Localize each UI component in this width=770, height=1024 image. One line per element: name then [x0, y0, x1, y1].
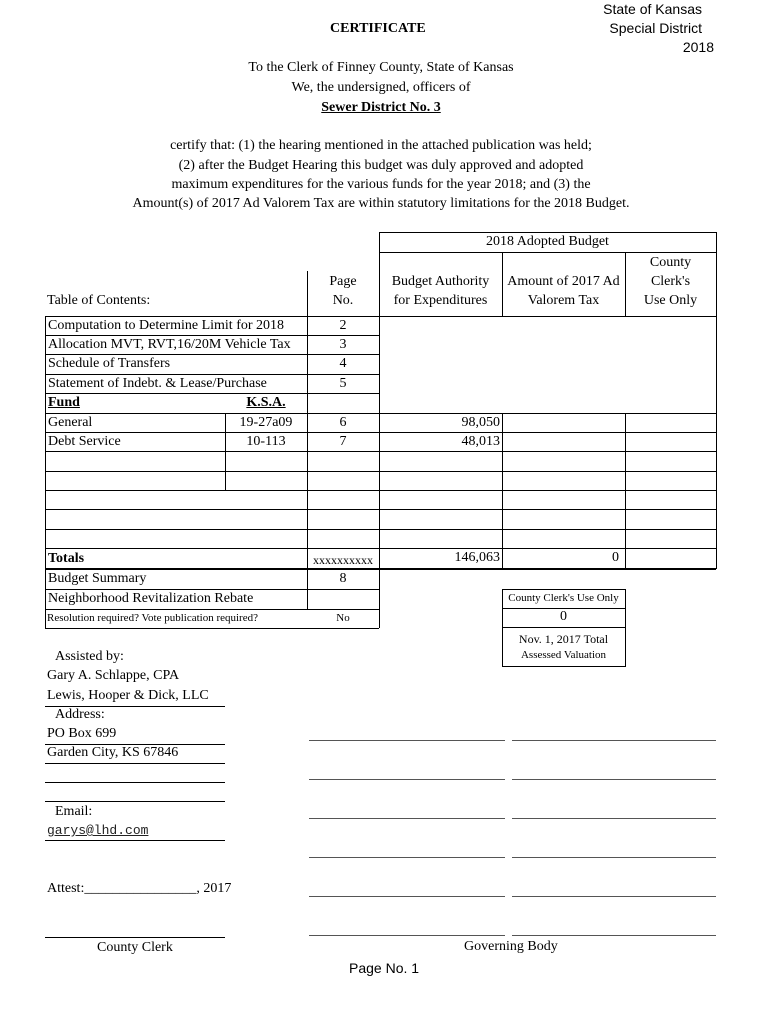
- budget-summary-page: 8: [339, 571, 347, 586]
- county-clerk-label: County Clerk: [97, 940, 173, 955]
- email-value[interactable]: garys@lhd.com: [47, 823, 149, 838]
- page-col-header-2: No.: [332, 293, 354, 308]
- totals-page: xxxxxxxxxx: [313, 553, 373, 567]
- address-label: Address:: [55, 707, 105, 722]
- assisted-firm: Lewis, Hooper & Dick, LLC: [47, 688, 209, 703]
- clerk-col-header-1: County: [649, 255, 692, 270]
- signature-line-2a[interactable]: [309, 779, 505, 780]
- signature-line-1b[interactable]: [512, 740, 716, 741]
- budget-col-header-2: for Expenditures: [393, 293, 488, 308]
- signature-line-3a[interactable]: [309, 818, 505, 819]
- email-label: Email:: [55, 804, 93, 819]
- toc-item-4-page: 5: [339, 376, 347, 391]
- certify-line-2: (2) after the Budget Hearing this budget was duly approved and adopted: [178, 158, 584, 173]
- district-type-label: Special District: [609, 20, 702, 36]
- toc-header: Table of Contents:: [47, 293, 151, 308]
- header-year: 2018: [682, 39, 714, 55]
- attest-line: Attest:________________, 2017: [47, 881, 232, 896]
- fund-1-ksa: 19-27a09: [239, 415, 293, 430]
- totals-budget: 146,063: [454, 550, 500, 565]
- intro-line-2: We, the undersigned, officers of: [291, 80, 471, 95]
- signature-line-2b[interactable]: [512, 779, 716, 780]
- certify-line-1: certify that: (1) the hearing mentioned in the attached publication was held;: [170, 138, 592, 153]
- signature-line-5b[interactable]: [512, 896, 716, 897]
- fund-1-page: 6: [339, 415, 347, 430]
- clerk-col-header-3: Use Only: [643, 293, 698, 308]
- clerk-box-caption-2: Assessed Valuation: [520, 649, 607, 661]
- fund-2-page: 7: [339, 434, 347, 449]
- adopted-budget-header: 2018 Adopted Budget: [486, 234, 609, 249]
- signature-line-1a[interactable]: [309, 740, 505, 741]
- page-col-header-1: Page: [329, 274, 357, 289]
- certify-line-3: maximum expenditures for the various funds for the year 2018; and (3) the: [171, 177, 591, 192]
- clerk-box-value: 0: [560, 609, 567, 624]
- toc-item-3-page: 4: [339, 356, 347, 371]
- budget-col-header-1: Budget Authority: [391, 274, 490, 289]
- signature-line-4a[interactable]: [309, 857, 505, 858]
- fund-2-name: Debt Service: [48, 434, 121, 449]
- address-line-2: Garden City, KS 67846: [47, 745, 179, 760]
- resolution-label: Resolution required? Vote publication required?: [47, 612, 258, 624]
- fund-2-budget: 48,013: [461, 434, 500, 449]
- address-line-1: PO Box 699: [47, 726, 117, 741]
- page-number: Page No. 1: [349, 960, 420, 976]
- toc-item-2-page: 3: [339, 337, 347, 352]
- signature-line-6b[interactable]: [512, 935, 716, 936]
- clerk-box-header: County Clerk's Use Only: [508, 592, 619, 604]
- district-name: Sewer District No. 3: [321, 100, 441, 115]
- toc-item-1-page: 2: [339, 318, 347, 333]
- resolution-value: No: [336, 612, 350, 624]
- clerk-box-caption-1: Nov. 1, 2017 Total: [518, 632, 609, 646]
- signature-line-6a[interactable]: [309, 935, 505, 936]
- certify-line-4: Amount(s) of 2017 Ad Valorem Tax are within statutory limitations for the 2018 Budget.: [132, 196, 630, 211]
- governing-body-label: Governing Body: [464, 939, 558, 954]
- tax-col-header-2: Valorem Tax: [527, 293, 600, 308]
- assisted-label: Assisted by:: [55, 649, 124, 664]
- toc-item-3-label: Schedule of Transfers: [48, 356, 171, 371]
- toc-item-1-label: Computation to Determine Limit for 2018: [48, 318, 285, 333]
- fund-2-ksa: 10-113: [246, 434, 286, 449]
- state-label: State of Kansas: [603, 1, 702, 17]
- signature-line-4b[interactable]: [512, 857, 716, 858]
- signature-line-3b[interactable]: [512, 818, 716, 819]
- intro-line-1: To the Clerk of Finney County, State of Kansas: [248, 60, 514, 75]
- toc-item-2-label: Allocation MVT, RVT,16/20M Vehicle Tax: [48, 337, 291, 352]
- totals-tax: 0: [612, 550, 619, 565]
- toc-item-4-label: Statement of Indebt. & Lease/Purchase: [48, 376, 267, 391]
- ksa-header: K.S.A.: [246, 395, 286, 410]
- signature-line-5a[interactable]: [309, 896, 505, 897]
- budget-summary-label: Budget Summary: [48, 571, 147, 586]
- nrr-label: Neighborhood Revitalization Rebate: [48, 591, 254, 606]
- clerk-col-header-2: Clerk's: [650, 274, 691, 289]
- totals-label: Totals: [48, 551, 85, 566]
- tax-col-header-1: Amount of 2017 Ad: [507, 274, 620, 289]
- certificate-title: CERTIFICATE: [330, 21, 426, 36]
- fund-header: Fund: [48, 395, 80, 410]
- fund-1-budget: 98,050: [461, 415, 500, 430]
- assisted-name: Gary A. Schlappe, CPA: [47, 668, 180, 683]
- fund-1-name: General: [48, 415, 93, 430]
